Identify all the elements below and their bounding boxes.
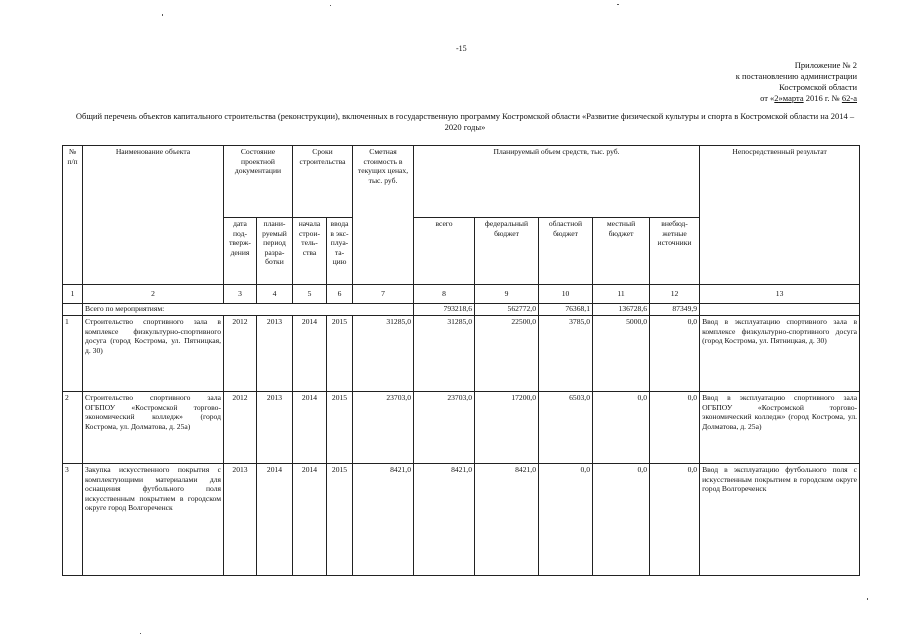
row-result: Ввод в эксплуатацию спортивного зала в комплексе физкультурно-спортивного досуга (город Кострома, ул. Пятницкая, д. 30) bbox=[700, 316, 860, 392]
header-doc-period: плани-руемый период разра-ботки bbox=[257, 218, 293, 285]
header-federal: федеральный бюджет bbox=[475, 218, 539, 285]
col-number: 3 bbox=[224, 285, 257, 304]
appendix-number: 62-а bbox=[841, 93, 857, 103]
header-planned: Планируемый объем средств, тыс. руб. bbox=[414, 146, 700, 218]
row-num: 2 bbox=[63, 392, 83, 464]
col-number: 6 bbox=[327, 285, 353, 304]
row-doc-date: 2012 bbox=[224, 316, 257, 392]
appendix-date-line bbox=[657, 93, 857, 104]
appendix-day: 2 bbox=[774, 93, 779, 103]
row-result: Ввод в эксплуатацию футбольного поля с искусственным покрытием в городском округе город Волгореченск bbox=[700, 464, 860, 576]
appendix-line-3: Костромской области bbox=[779, 82, 857, 92]
col-number: 7 bbox=[353, 285, 414, 304]
header-cost: Сметная стоимость в текущих ценах, тыс. руб. bbox=[353, 146, 414, 285]
col-number: 12 bbox=[650, 285, 700, 304]
row-regional: 3785,0 bbox=[539, 316, 593, 392]
row-object-name: Закупка искусственного покрытия с комплектующими материалами для оснащения футбольного поля искусственным покрытием в городском округе город Волгореченск bbox=[83, 464, 224, 576]
scan-speck bbox=[140, 633, 141, 634]
document-title: Общий перечень объектов капитального строительства (реконструкции), включенных в государственную программу Костромской области «Развитие физической культуры и спорта в Костромской области на 2014 – 2020 годы» bbox=[75, 111, 855, 132]
row-total: 23703,0 bbox=[414, 392, 475, 464]
row-start: 2014 bbox=[293, 464, 327, 576]
row-doc-period: 2013 bbox=[257, 392, 293, 464]
row-total: 31285,0 bbox=[414, 316, 475, 392]
col-number: 10 bbox=[539, 285, 593, 304]
col-number: 2 bbox=[83, 285, 224, 304]
scan-speck bbox=[617, 4, 619, 5]
col-number: 8 bbox=[414, 285, 475, 304]
row-regional: 0,0 bbox=[539, 464, 593, 576]
header-num: № п/п bbox=[63, 146, 83, 285]
total-federal: 562772,0 bbox=[475, 304, 539, 316]
header-row-1 bbox=[63, 146, 860, 218]
col-number: 1 bbox=[63, 285, 83, 304]
header-name: Наименование объекта bbox=[83, 146, 224, 285]
row-doc-date: 2013 bbox=[224, 464, 257, 576]
appendix-date-prefix: от « bbox=[760, 93, 775, 103]
col-number: 5 bbox=[293, 285, 327, 304]
row-commission: 2015 bbox=[327, 316, 353, 392]
appendix-line-1: Приложение № 2 bbox=[794, 60, 857, 70]
appendix-line-2: к постановлению администрации bbox=[735, 71, 857, 81]
row-cost: 8421,0 bbox=[353, 464, 414, 576]
col-number: 13 bbox=[700, 285, 860, 304]
total-all: 793218,6 bbox=[414, 304, 475, 316]
header-terms: Сроки строительства bbox=[293, 146, 353, 218]
header-doc-date: дата под-тверж-дения bbox=[224, 218, 257, 285]
scan-speck bbox=[867, 598, 868, 600]
row-cost: 23703,0 bbox=[353, 392, 414, 464]
appendix-block bbox=[657, 60, 857, 104]
row-start: 2014 bbox=[293, 392, 327, 464]
row-result: Ввод в эксплуатацию спортивного зала ОГБПОУ «Костромской торгово-экономический колледж» (город Кострома, ул. Долматова, д. 25а) bbox=[700, 392, 860, 464]
row-commission: 2015 bbox=[327, 464, 353, 576]
total-local: 136728,6 bbox=[593, 304, 650, 316]
header-commission: ввода в экс-плуа-та-цию bbox=[327, 218, 353, 285]
row-doc-period: 2013 bbox=[257, 316, 293, 392]
total-result-cell bbox=[700, 304, 860, 316]
table-row bbox=[63, 392, 860, 464]
row-federal: 22500,0 bbox=[475, 316, 539, 392]
row-local: 0,0 bbox=[593, 464, 650, 576]
header-local: местный бюджет bbox=[593, 218, 650, 285]
table-row bbox=[63, 464, 860, 576]
total-num-cell bbox=[63, 304, 83, 316]
row-regional: 6503,0 bbox=[539, 392, 593, 464]
row-doc-period: 2014 bbox=[257, 464, 293, 576]
page-number-value: 15 bbox=[458, 44, 467, 53]
row-doc-date: 2012 bbox=[224, 392, 257, 464]
col-number: 4 bbox=[257, 285, 293, 304]
appendix-year: 2016 г. № bbox=[803, 93, 842, 103]
row-extra: 0,0 bbox=[650, 464, 700, 576]
appendix-month: »марта bbox=[778, 93, 804, 103]
header-total: всего bbox=[414, 218, 475, 285]
table-row bbox=[63, 316, 860, 392]
total-regional: 76368,1 bbox=[539, 304, 593, 316]
row-federal: 8421,0 bbox=[475, 464, 539, 576]
row-object-name: Строительство спортивного зала в комплексе физкультурно-спортивного досуга (город Кострома, ул. Пятницкая, д. 30) bbox=[83, 316, 224, 392]
objects-table bbox=[62, 145, 860, 576]
row-num: 3 bbox=[63, 464, 83, 576]
row-local: 0,0 bbox=[593, 392, 650, 464]
header-docs: Состояние проектной документации bbox=[224, 146, 293, 218]
header-extra: внебюд-жетные источники bbox=[650, 218, 700, 285]
scan-speck bbox=[162, 14, 163, 16]
total-label: Всего по мероприятиям: bbox=[83, 304, 414, 316]
row-extra: 0,0 bbox=[650, 392, 700, 464]
row-cost: 31285,0 bbox=[353, 316, 414, 392]
column-numbers-row bbox=[63, 285, 860, 304]
row-commission: 2015 bbox=[327, 392, 353, 464]
scan-speck bbox=[330, 5, 331, 6]
row-num: 1 bbox=[63, 316, 83, 392]
total-extra: 87349,9 bbox=[650, 304, 700, 316]
row-local: 5000,0 bbox=[593, 316, 650, 392]
row-federal: 17200,0 bbox=[475, 392, 539, 464]
col-number: 11 bbox=[593, 285, 650, 304]
row-object-name: Строительство спортивного зала ОГБПОУ «Костромской торгово-экономический колледж» (город Кострома, ул. Долматова, д. 25а) bbox=[83, 392, 224, 464]
row-extra: 0,0 bbox=[650, 316, 700, 392]
page-number: -15 bbox=[456, 44, 467, 53]
header-result: Непосредственный результат bbox=[700, 146, 860, 285]
col-number: 9 bbox=[475, 285, 539, 304]
total-row bbox=[63, 304, 860, 316]
header-start: начала строи-тель-ства bbox=[293, 218, 327, 285]
row-total: 8421,0 bbox=[414, 464, 475, 576]
header-regional: областной бюджет bbox=[539, 218, 593, 285]
row-start: 2014 bbox=[293, 316, 327, 392]
